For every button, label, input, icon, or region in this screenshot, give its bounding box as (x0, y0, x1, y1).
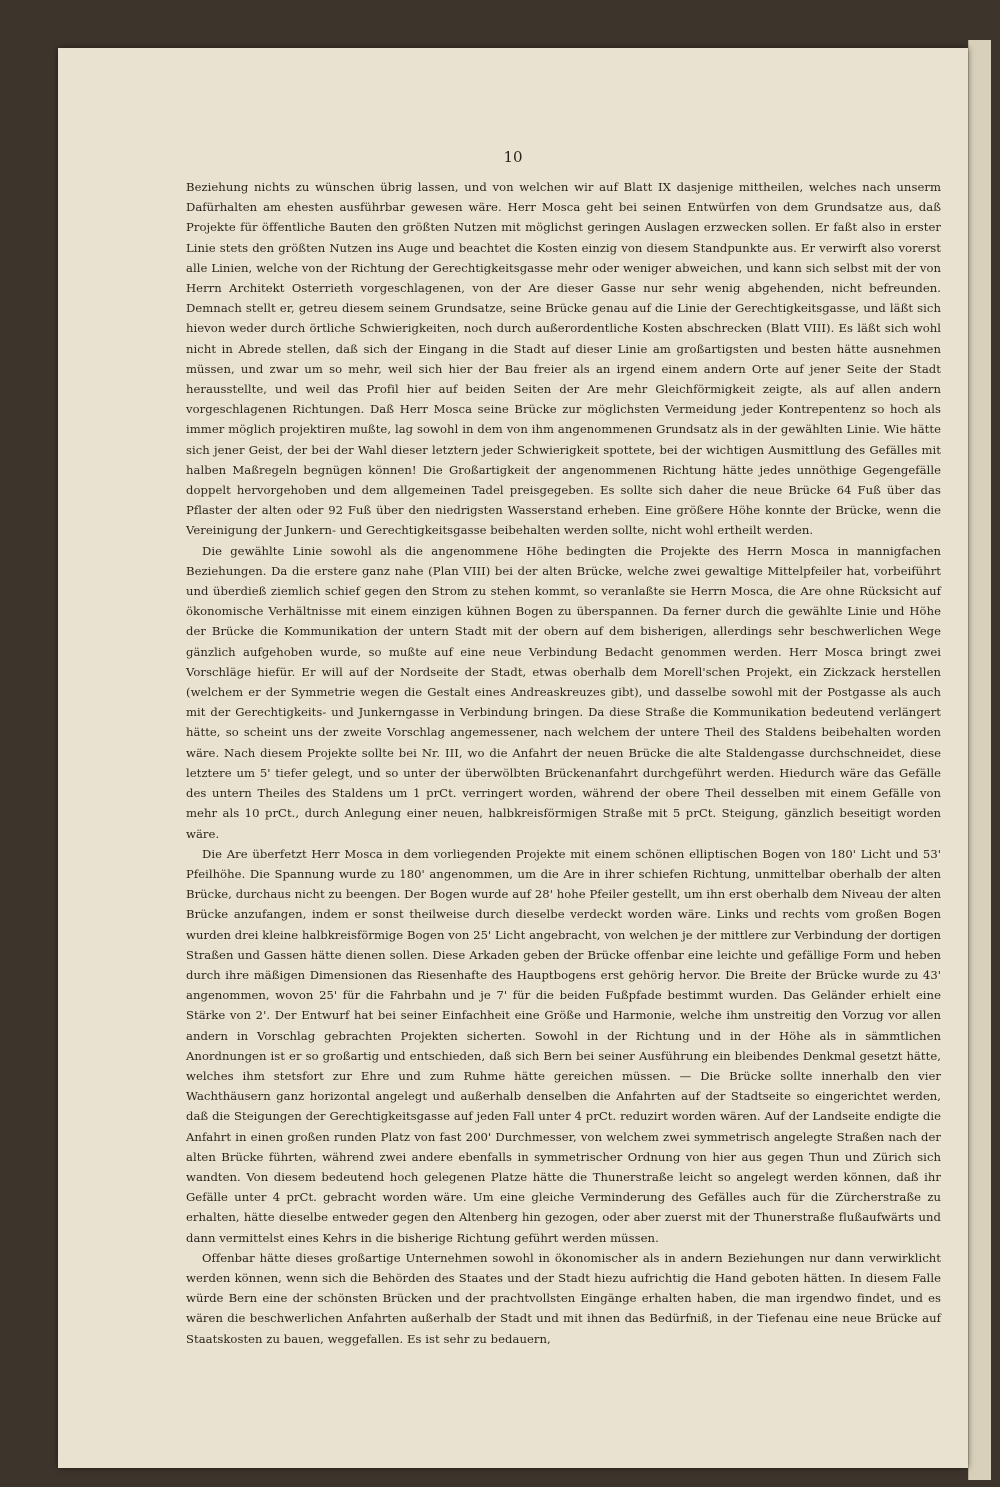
paragraph: Beziehung nichts zu wünschen übrig lassen, und von welchen wir auf Blatt IX dasjenige mittheilen, welches nach unserm Dafürhalten am ehesten ausführbar gewesen wäre. Herr Mosca geht bei seinen Entwürfen von dem Grundsatze aus, daß Projekte für öffentliche Bauten den größten Nutzen mit möglichst geringen Auslagen erzwecken sollen. Er faßt also in erster Linie stets den größten Nutzen ins Auge und beachtet die Kosten einzig von diesem Standpunkte aus. Er verwirft also vorerst alle Linien, welche von der Richtung der Gerechtigkeitsgasse mehr oder weniger abweichen, und kann sich selbst mit der von Herrn Architekt Osterrieth vorgeschlagenen, von der Are dieser Gasse nur sehr wenig abgehenden, nicht befreunden. Demnach stellt er, getreu diesem seinem Grundsatze, seine Brücke genau auf die Linie der Gerechtigkeitsgasse, und läßt sich hievon weder durch örtliche Schwierigkeiten, noch durch außerordentliche Kosten abschrecken (Blatt VIII). Es läßt sich wohl nicht in Abrede stellen, daß sich der Eingang in die Stadt auf dieser Linie am großartigsten und besten hätte ausnehmen müssen, und zwar um so mehr, weil sich hier der Bau freier als an irgend einem andern Orte auf jener Seite der Stadt herausstellte, und weil das Profil hier auf beiden Seiten der Are mehr Gleichförmigkeit zeigte, als auf allen andern vorgeschlagenen Richtungen. Daß Herr Mosca seine Brücke zur möglichsten Vermeidung jeder Kontrepentenz so hoch als immer möglich projektiren mußte, lag sowohl in dem von ihm angenommenen Grundsatz als in der gewählten Linie. Wie hätte sich jener Geist, der bei der Wahl dieser letztern jeder Schwierigkeit spottete, bei der wichtigen Ausmittlung des Gefälles mit halben Maßregeln begnügen können! Die Großartigkeit der angenommenen Richtung hätte jedes unnöthige Gegengefälle doppelt hervorgehoben und dem allgemeinen Tadel preisgegeben. Es sollte sich daher die neue Brücke 64 Fuß über das Pflaster der alten oder 92 Fuß über den niedrigsten Wasserstand erheben. Eine größere Höhe konnte der Brücke, wenn die Vereinigung der Junkern- und Gerechtigkeitsgasse beibehalten werden sollte, nicht wohl ertheilt werden. (186, 180, 941, 538)
paragraph: Die Are überfetzt Herr Mosca in dem vorliegenden Projekte mit einem schönen elliptischen Bogen von 180' Licht und 53' Pfeilhöhe. Die Spannung wurde zu 180' angenommen, um die Are in ihrer schiefen Richtung, unmittelbar oberhalb der alten Brücke, durchaus nicht zu beengen. Der Bogen wurde auf 28' hohe Pfeiler gestellt, um ihn erst oberhalb dem Niveau der alten Brücke anzufangen, indem er sonst theilweise durch dieselbe verdeckt worden wäre. Links und rechts vom großen Bogen wurden drei kleine halbkreisförmige Bogen von 25' Licht angebracht, von welchen je der mittlere zur Verbindung der dortigen Straßen und Gassen hätte dienen sollen. Diese Arkaden geben der Brücke offenbar eine leichte und gefällige Form und heben durch ihre mäßigen Dimensionen das Riesenhafte des Hauptbogens erst gehörig hervor. Die Breite der Brücke wurde zu 43' angenommen, wovon 25' für die Fahrbahn und je 7' für die beiden Fußpfade bestimmt wurden. Das Geländer erhielt eine Stärke von 2'. Der Entwurf hat bei seiner Einfachheit eine Größe und Harmonie, welche ihm unstreitig den Vorzug vor allen andern in Vorschlag gebrachten Projekten sicherten. Sowohl in der Richtung und in der Höhe als in sämmtlichen Anordnungen ist er so großartig und entschieden, daß sich Bern bei seiner Ausführung ein bleibendes Denkmal gesetzt hätte, welches ihm stetsfort zur Ehre und zum Ruhme hätte gereichen müssen. — Die Brücke sollte innerhalb den vier Wachthäusern ganz horizontal angelegt und außerhalb denselben die Anfahrten auf der Stadtseite so eingerichtet werden, daß die Steigungen der Gerechtigkeitsgasse auf jeden Fall unter 4 prCt. reduzirt worden wären. Auf der Landseite endigte die Anfahrt in einen großen runden Platz von fast 200' Durchmesser, von welchem zwei symmetrisch angelegte Straßen nach der alten Brücke führten, während zwei andere ebenfalls in symmetrischer Ordnung von hier aus gegen Thun und Zürich sich wandten. Von diesem bedeutend hoch gelegenen Platze hätte die Thunerstraße leicht so angelegt werden können, daß ihr Gefälle unter 4 prCt. gebracht worden wäre. Um eine gleiche Verminderung des Gefälles auch für die Zürcherstraße zu erhalten, hätte dieselbe entweder gegen den Altenberg hin gezogen, oder aber zuerst mit der Thunerstraße flußaufwärts und dann vermittelst eines Kehrs in die bisherige Richtung geführt werden müssen. (186, 846, 941, 1245)
body-text (186, 177, 941, 1349)
adjacent-page-edge (968, 40, 991, 1480)
paragraph: Offenbar hätte dieses großartige Unternehmen sowohl in ökonomischer als in andern Beziehungen nur dann verwirklicht werden können, wenn sich die Behörden des Staates und der Stadt hiezu aufrichtig die Hand geboten hätten. In diesem Falle würde Bern eine der schönsten Brücken und der prachtvollsten Eingänge erhalten haben, die man irgendwo findet, und es wären die beschwerlichen Anfahrten außerhalb der Stadt und mit ihnen das Bedürfniß, in der Tiefenau eine neue Brücke auf Staatskosten zu bauen, weggefallen. Es ist sehr zu bedauern, (186, 1250, 941, 1346)
paragraph: Die gewählte Linie sowohl als die angenommene Höhe bedingten die Projekte des Herrn Mosca in mannigfachen Beziehungen. Da die erstere ganz nahe (Plan VIII) bei der alten Brücke, welche zwei gewaltige Mittelpfeiler hat, vorbeiführt und überdieß ziemlich schief gegen den Strom zu stehen kommt, so veranlaßte sie Herrn Mosca, die Are ohne Rücksicht auf ökonomische Verhältnisse mit einem einzigen kühnen Bogen zu überspannen. Da ferner durch die gewählte Linie und Höhe der Brücke die Kommunikation der untern Stadt mit der obern auf dem bisherigen, allerdings sehr beschwerlichen Wege gänzlich aufgehoben wurde, so mußte auf eine neue Verbindung Bedacht genommen werden. Herr Mosca bringt zwei Vorschläge hiefür. Er will auf der Nordseite der Stadt, etwas oberhalb dem Morell'schen Projekt, ein Zickzack herstellen (welchem er der Symmetrie wegen die Gestalt eines Andreaskreuzes gibt), und dasselbe sowohl mit der Postgasse als auch mit der Gerechtigkeits- und Junkerngasse in Verbindung bringen. Da diese Straße die Kommunikation bedeutend verlängert hätte, so scheint uns der zweite Vorschlag angemessener, nach welchem der untere Theil des Staldens beibehalten worden wäre. Nach diesem Projekte sollte bei Nr. III, wo die Anfahrt der neuen Brücke die alte Staldengasse durchschneidet, diese letztere um 5' tiefer gelegt, und so unter der überwölbten Brückenanfahrt durchgeführt werden. Hiedurch wäre das Gefälle des untern Theiles des Staldens um 1 prCt. verringert worden, während der obere Theil desselben mit einem Gefälle von mehr als 10 prCt., durch Anlegung einer neuen, halbkreisförmigen Straße mit 5 prCt. Steigung, gänzlich beseitigt worden wäre. (186, 543, 941, 841)
page-number: 10 (503, 148, 523, 166)
document-page (58, 48, 968, 1468)
